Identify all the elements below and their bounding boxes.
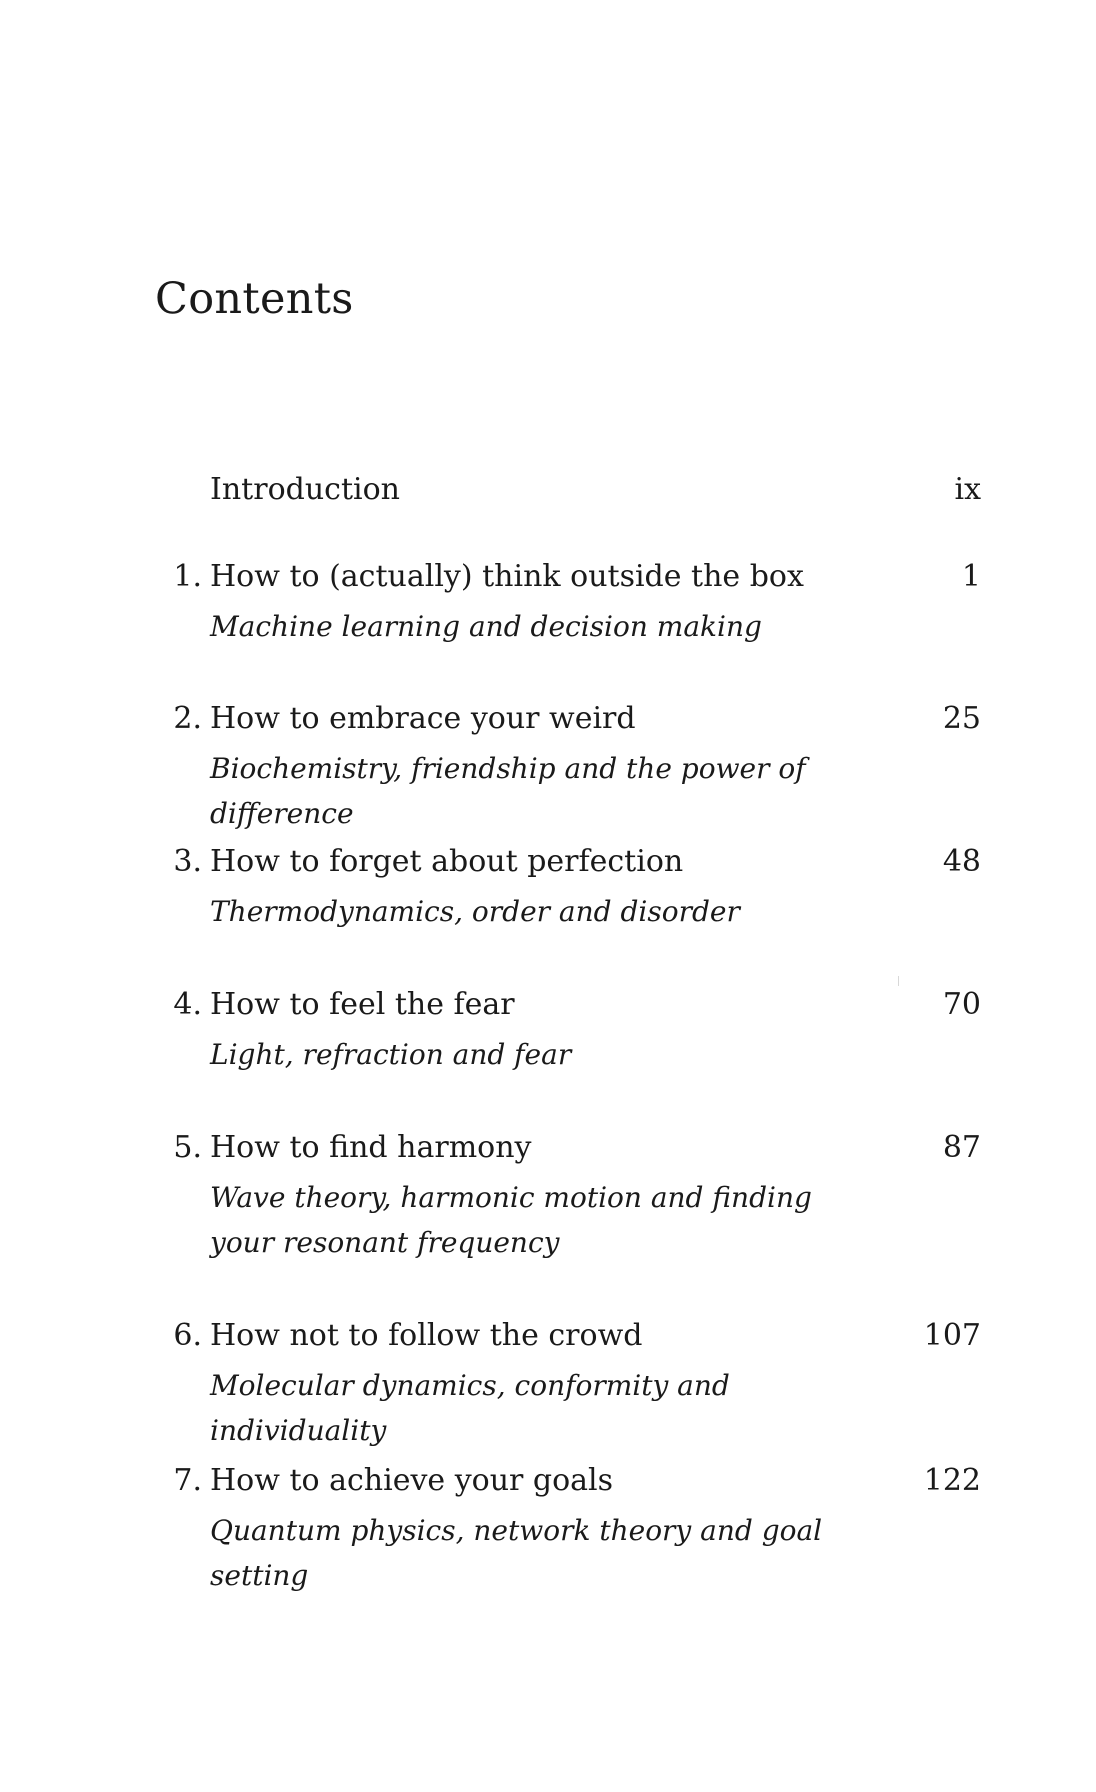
chapter-subtitle: Machine learning and decision making — [210, 610, 762, 643]
chapter-number: 3. — [173, 844, 202, 879]
entry-page-number: 25 — [942, 701, 981, 736]
chapter-subtitle: Quantum physics, network theory and goal setting — [210, 1514, 823, 1592]
chapter-title: How to feel the fear — [210, 987, 515, 1022]
entry-page-number: 1 — [961, 559, 981, 594]
chapter-number: 4. — [173, 987, 202, 1022]
chapter-title: How to find harmony — [210, 1130, 532, 1165]
entry-page-number: 70 — [942, 987, 981, 1022]
page-title: Contents — [155, 274, 354, 324]
entry-page-number: 48 — [942, 844, 981, 879]
chapter-subtitle: Light, refraction and fear — [210, 1038, 572, 1071]
chapter-subtitle: Biochemistry, friendship and the power of difference — [210, 752, 806, 830]
entry-page-number: 122 — [923, 1463, 981, 1498]
entry-page-number: ix — [954, 472, 981, 507]
chapter-number: 6. — [173, 1318, 202, 1353]
chapter-number: 1. — [173, 559, 202, 594]
chapter-subtitle: Molecular dynamics, conformity and individuality — [210, 1369, 730, 1447]
chapter-title: How to achieve your goals — [210, 1463, 614, 1498]
entry-page-number: 87 — [942, 1130, 981, 1165]
chapter-number: 7. — [173, 1463, 202, 1498]
scan-artifact — [898, 976, 899, 986]
entry-page-number: 107 — [923, 1318, 981, 1353]
chapter-title: How to (actually) think outside the box — [210, 559, 804, 594]
chapter-number: 2. — [173, 701, 202, 736]
chapter-title: How not to follow the crowd — [210, 1318, 643, 1353]
chapter-subtitle: Wave theory, harmonic motion and finding your resonant frequency — [210, 1181, 812, 1259]
chapter-number: 5. — [173, 1130, 202, 1165]
chapter-title: How to forget about perfection — [210, 844, 684, 879]
chapter-title: How to embrace your weird — [210, 701, 636, 736]
entry-title: Introduction — [210, 472, 400, 507]
chapter-subtitle: Thermodynamics, order and disorder — [210, 895, 740, 928]
